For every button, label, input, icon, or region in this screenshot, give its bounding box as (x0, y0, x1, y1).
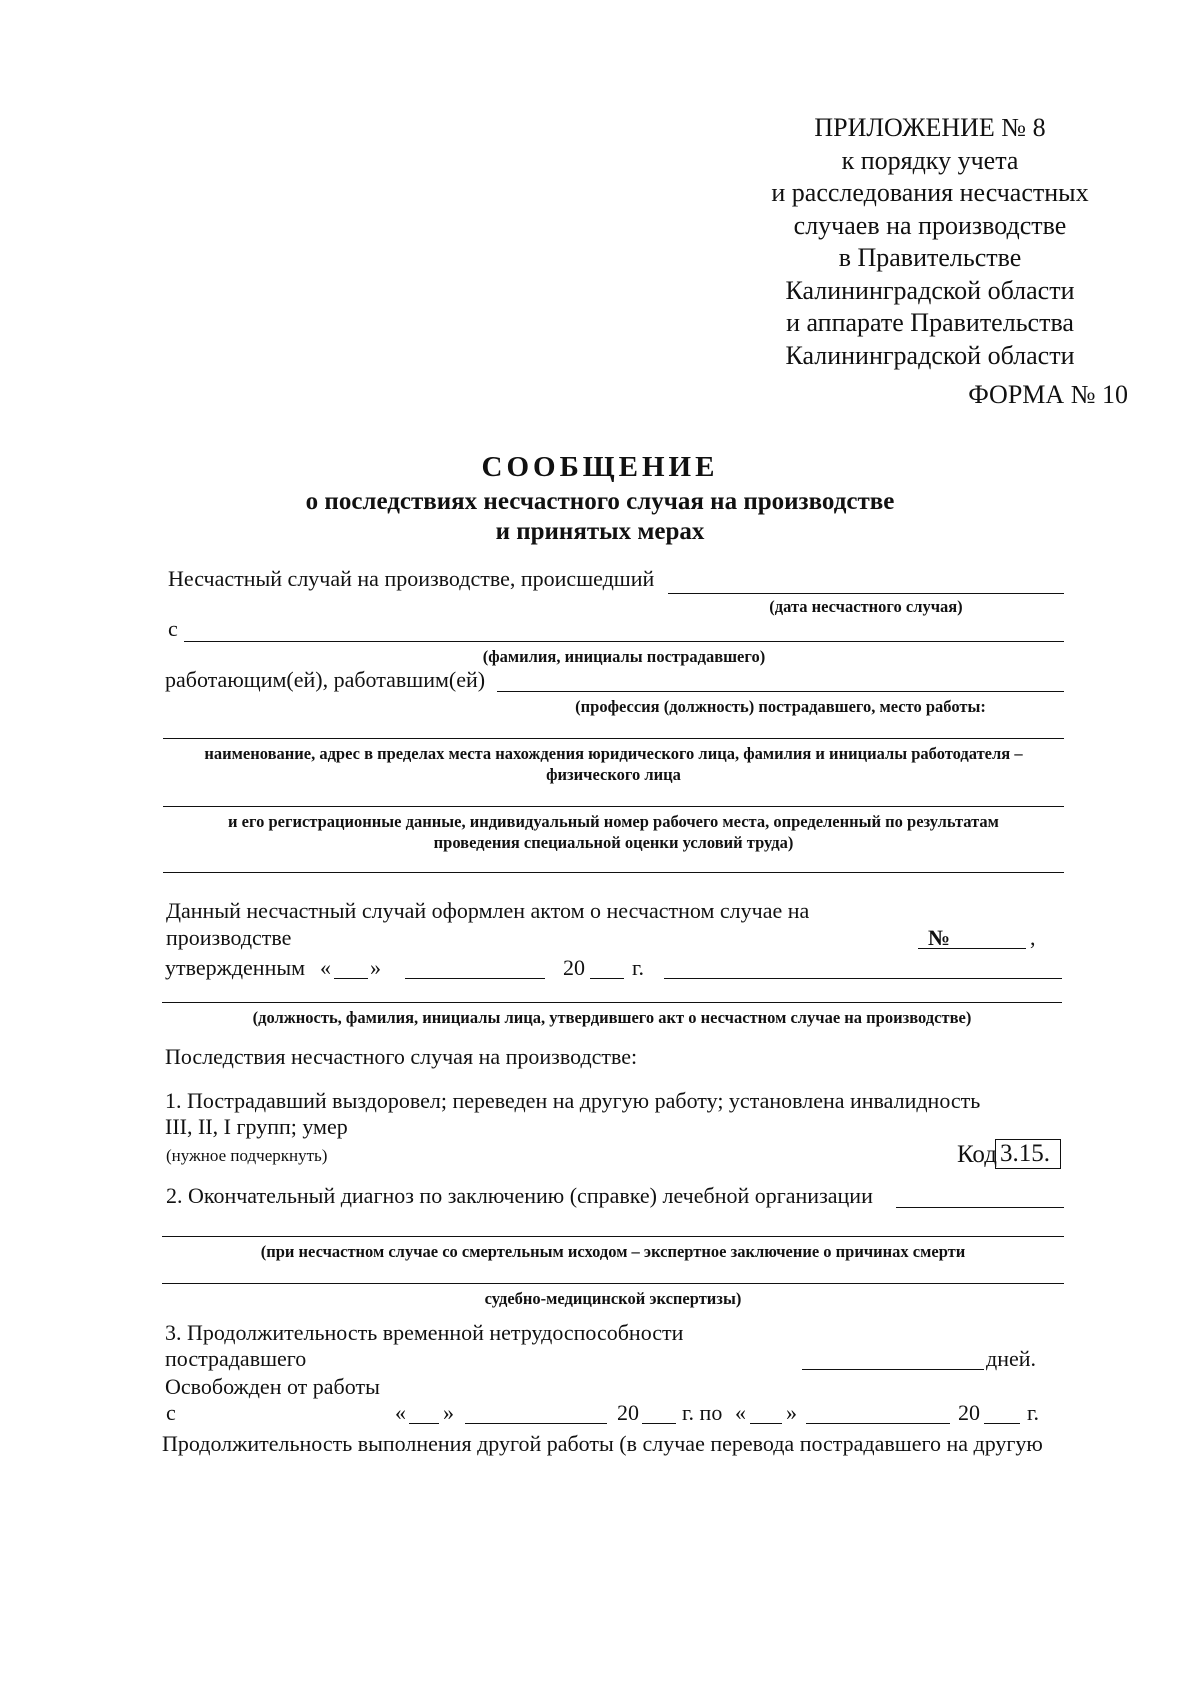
from-day-field[interactable] (409, 1423, 439, 1424)
from-quote-open: « (395, 1400, 406, 1425)
diagnosis-field-2[interactable] (162, 1236, 1064, 1237)
employer-hint-line-1: наименование, адрес в пределах места нахождения юридического лица, фамилия и инициалы работодателя – (204, 744, 1023, 763)
other-work-line: Продолжительность выполнения другой работы (в случае перевода пострадавшего на другую (162, 1431, 1043, 1456)
year-suffix: г. (632, 955, 645, 980)
approver-field[interactable] (162, 1002, 1062, 1003)
approver-field-part[interactable] (664, 978, 1062, 979)
approved-label: утвержденным (165, 955, 306, 980)
form-number: ФОРМА № 10 (968, 380, 1128, 409)
employer-hint-line-2: физического лица (546, 765, 681, 784)
appendix-line: ПРИЛОЖЕНИЕ № 8 (814, 113, 1046, 142)
approver-hint: (должность, фамилия, инициалы лица, утвердившего акт о несчастном случае на производстве) (252, 1008, 972, 1027)
consequence-item-3-line-1: 3. Продолжительность временной нетрудоспособности (165, 1320, 684, 1345)
from-year-prefix: 20 (617, 1400, 639, 1425)
appendix-line: в Правительстве (838, 243, 1022, 272)
appendix-line: к порядку учета (841, 145, 1019, 175)
consequences-heading: Последствия несчастного случая на производстве: (165, 1044, 638, 1069)
to-year-field[interactable] (984, 1423, 1020, 1424)
appendix-line: и расследования несчастных (771, 178, 1089, 207)
death-hint-2: судебно-медицинской экспертизы) (484, 1289, 742, 1308)
code-value-box: 3.15. (995, 1139, 1061, 1169)
from-year-field[interactable] (642, 1423, 676, 1424)
approved-month-field[interactable] (405, 978, 545, 979)
from-month-field[interactable] (465, 1423, 607, 1424)
from-quote-close: » (443, 1400, 454, 1425)
accident-date-field[interactable] (668, 593, 1064, 594)
appendix-line: Калининградской области (785, 275, 1075, 305)
underline-hint: (нужное подчеркнуть) (166, 1146, 328, 1165)
to-year-suffix: г. (1027, 1400, 1040, 1425)
act-line-1: Данный несчастный случай оформлен актом о несчастном случае на (166, 898, 810, 923)
death-hint: (при несчастном случае со смертельным исходом – экспертное заключение о причинах смерти (260, 1242, 966, 1261)
accident-occurred-label: Несчастный случай на производстве, происшедший (168, 566, 655, 591)
released-label: Освобожден от работы (165, 1374, 380, 1399)
appendix-header (720, 112, 1140, 372)
with-label: с (168, 616, 178, 641)
accident-date-hint: (дата несчастного случая) (769, 597, 963, 616)
appendix-line: случаев на производстве (793, 210, 1067, 240)
document-title: СООБЩЕНИЕ (481, 451, 719, 483)
diagnosis-field[interactable] (896, 1207, 1064, 1208)
to-day-field[interactable] (750, 1423, 782, 1424)
death-field[interactable] (162, 1283, 1064, 1284)
appendix-line: и аппарате Правительства (786, 308, 1074, 337)
consequence-item-1-line-2: III, II, I групп; умер (165, 1114, 348, 1139)
consequence-item-2: 2. Окончательный диагноз по заключению (справке) лечебной организации (166, 1183, 873, 1208)
registration-hint-line-2: проведения специальной оценки условий труда) (433, 833, 794, 852)
victim-name-field[interactable] (184, 641, 1064, 642)
document-subtitle: о последствиях несчастного случая на производстве (305, 488, 895, 515)
employer-field[interactable] (163, 738, 1064, 739)
victim-name-hint: (фамилия, инициалы пострадавшего) (482, 647, 766, 666)
quote-close: » (370, 955, 381, 980)
act-comma: , (1030, 925, 1036, 950)
profession-hint: (профессия (должность) пострадавшего, место работы: (575, 697, 986, 716)
days-label: дней. (986, 1346, 1037, 1371)
approved-year-field[interactable] (590, 978, 624, 979)
from-label: с (166, 1400, 176, 1425)
document-subtitle: и принятых мерах (495, 518, 705, 545)
act-number-label: № (928, 925, 951, 950)
year-prefix: 20 (563, 955, 585, 980)
registration-extra-field[interactable] (163, 872, 1064, 873)
registration-hint-line-1: и его регистрационные данные, индивидуальный номер рабочего места, определенный по результатам (228, 812, 999, 831)
appendix-line: Калининградской области (785, 340, 1075, 370)
disability-days-field[interactable] (802, 1369, 984, 1370)
to-quote-close: » (786, 1400, 797, 1425)
working-label: работающим(ей), работавшим(ей) (165, 667, 486, 692)
profession-field[interactable] (497, 691, 1064, 692)
registration-field[interactable] (163, 806, 1064, 807)
act-line-2: производстве (166, 925, 292, 950)
consequence-item-3-line-2: пострадавшего (165, 1346, 307, 1371)
to-year-prefix: 20 (958, 1400, 980, 1425)
consequence-item-1-line-1: 1. Пострадавший выздоровел; переведен на другую работу; установлена инвалидность (165, 1088, 981, 1113)
act-number-field[interactable] (918, 948, 1026, 949)
to-month-field[interactable] (806, 1423, 950, 1424)
to-quote-open: « (735, 1400, 746, 1425)
code-label: Код (957, 1141, 997, 1168)
to-label: г. по (682, 1400, 723, 1425)
quote-open: « (320, 955, 331, 980)
approved-day-field[interactable] (334, 978, 368, 979)
